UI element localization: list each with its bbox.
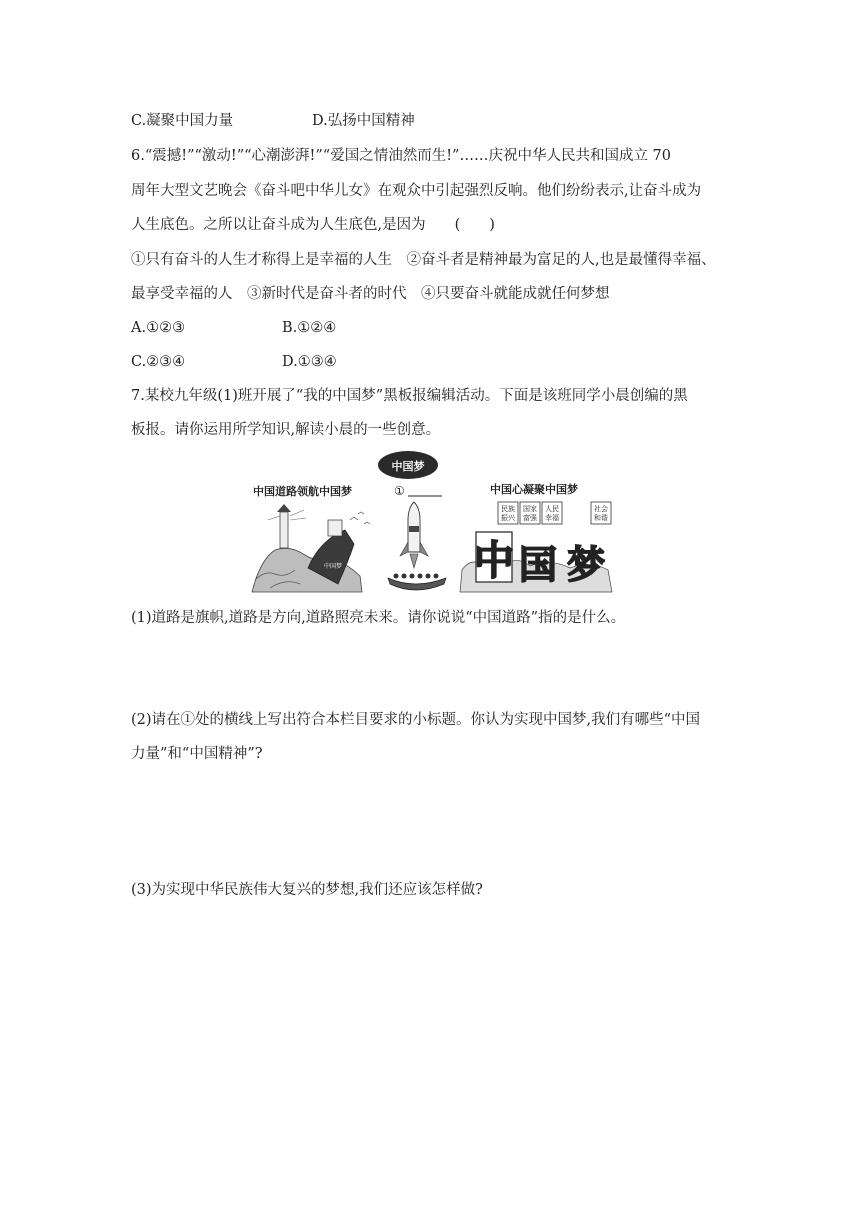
svg-text:振兴: 振兴 — [501, 514, 515, 522]
rocket-illustration — [400, 502, 428, 568]
q7-sub2-line-1: (2)请在①处的横线上写出符合本栏目要求的小标题。你认为实现中国梦,我们有哪些“中国 — [131, 712, 701, 728]
svg-text:和谐: 和谐 — [594, 514, 608, 522]
svg-text:社会: 社会 — [594, 505, 608, 513]
blank-marker: ① — [394, 484, 405, 498]
svg-text:富强: 富强 — [523, 514, 537, 522]
q6-stem-line-2: 周年大型文艺晚会《奋斗吧中华儿女》在观众中引起强烈反响。他们纷纷表示,让奋斗成为 — [131, 183, 702, 199]
svg-text:民族: 民族 — [501, 505, 515, 513]
q6-option-c: C.②③④ — [131, 354, 186, 370]
right-panel-title: 中国心凝聚中国梦 — [490, 483, 578, 496]
lighthouse-illustration — [268, 504, 306, 548]
q5-option-d: D.弘扬中国精神 — [312, 113, 415, 129]
q6-option-b: B.①②④ — [282, 320, 337, 336]
sign-minzu-zhenxing — [498, 502, 518, 524]
sign-shehui-hexie — [591, 502, 611, 524]
big-char-guo: 国 — [518, 543, 558, 587]
ship-illustration — [308, 512, 370, 584]
dragon-boat-illustration — [388, 574, 446, 591]
q6-stem-line-3: 人生底色。之所以让奋斗成为人生底色,是因为 ( ) — [131, 217, 495, 233]
svg-text:人民: 人民 — [545, 505, 559, 513]
ship-label: 中国梦 — [324, 563, 343, 570]
q6-stem-line-1: 6.“震撼!”“激动!”“心潮澎湃!”“爱国之情油然而生!”……庆祝中华人民共和国成立 70 — [131, 148, 672, 164]
q6-statements-line-2: 最享受幸福的人 ③新时代是奋斗者的时代 ④只要奋斗就能成就任何梦想 — [131, 286, 610, 302]
big-characters-zhongguomeng — [460, 532, 612, 592]
badge-label: 中国梦 — [391, 460, 425, 473]
q6-statements-line-1: ①只有奋斗的人生才称得上是幸福的人生 ②奋斗者是精神最为富足的人,也是最懂得幸福、 — [131, 252, 716, 268]
svg-text:幸福: 幸福 — [545, 514, 559, 522]
q6-option-d: D.①③④ — [282, 354, 337, 370]
blackboard-figure — [250, 450, 620, 596]
left-panel-title: 中国道路领航中国梦 — [253, 485, 352, 498]
big-char-meng: 梦 — [566, 543, 606, 587]
q6-option-a: A.①②③ — [131, 320, 186, 336]
sign-guojia-fuqiang — [520, 502, 540, 524]
sign-renmin-xingfu — [542, 502, 562, 524]
q7-sub1: (1)道路是旗帜,道路是方向,道路照亮未来。请你说说“中国道路”指的是什么。 — [131, 610, 626, 626]
q5-option-c: C.凝聚中国力量 — [131, 113, 234, 129]
q7-sub3: (3)为实现中华民族伟大复兴的梦想,我们还应该怎样做? — [131, 882, 483, 898]
q7-stem-line-2: 板报。请你运用所学知识,解读小晨的一些创意。 — [131, 422, 441, 438]
big-char-zhong: 中 — [474, 538, 514, 584]
q7-stem-line-1: 7.某校九年级(1)班开展了“我的中国梦”黑板报编辑活动。下面是该班同学小晨创编的黑 — [131, 388, 688, 404]
q7-sub2-line-2: 力量”和“中国精神”? — [131, 746, 263, 762]
svg-text:国家: 国家 — [523, 505, 537, 513]
